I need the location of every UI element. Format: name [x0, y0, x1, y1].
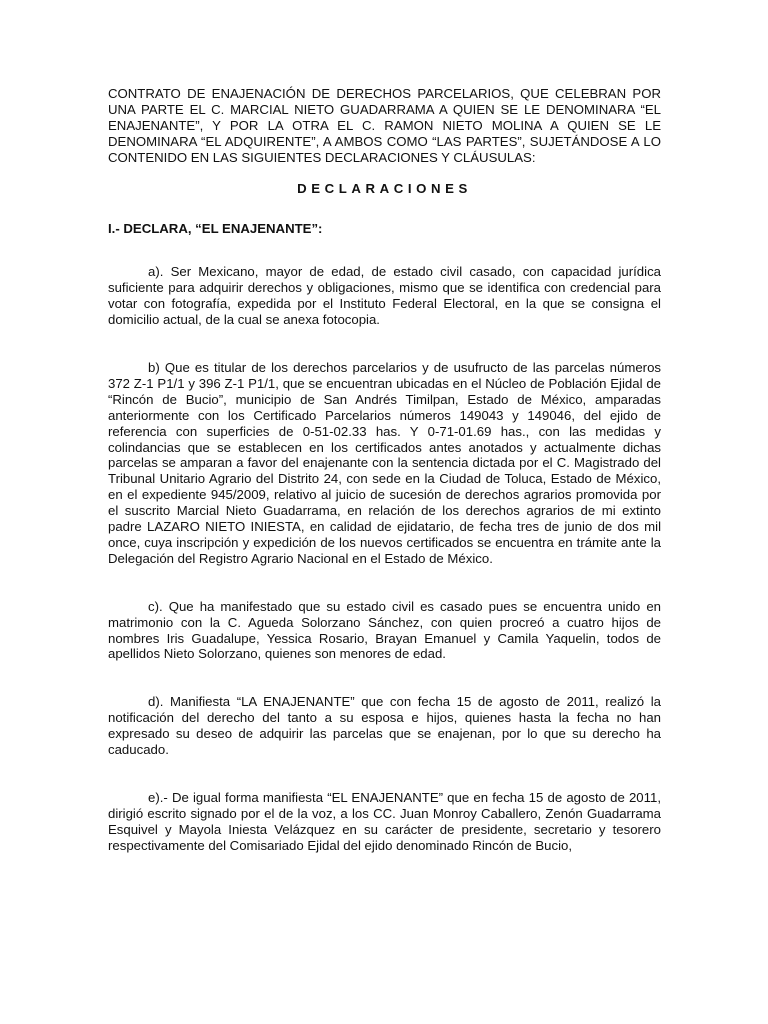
paragraph-b: b) Que es titular de los derechos parcelarios y de usufructo de las parcelas números 372 Z-1 P1/1 y 396 Z-1 P1/1, que se encuentran ubicadas en el Núcleo de Población Ejidal de “Rincón de Bucio”, municipio de San Andrés Timilpan, Estado de México, amparadas anteriormente con los Certificado Parcelarios números 149043 y 149046, del ejido de referencia con superficies de 0-51-02.33 has. Y 0-71-01.69 has., con las medidas y colindancias que se establecen en los certificados antes anotados y actualmente dichas parcelas se amparan a favor del enajenante con la sentencia dictada por el C. Magistrado del Tribunal Unitario Agrario del Distrito 24, con sede en la Ciudad de Toluca, Estado de México, en el expediente 945/2009, relativo al juicio de sucesión de derechos agrarios promovida por el suscrito Marcial Nieto Guadarrama, en relación de los derechos agrarios de mi extinto padre LAZARO NIETO INIESTA, en calidad de ejidatario, de fecha tres de junio de dos mil once, cuya inscripción y expedición de los nuevos certificados se encuentra en trámite ante la Delegación del Registro Agrario Nacional en el Estado de México.: [108, 359, 661, 566]
subheading-declara-enajenante: I.- DECLARA, “EL ENAJENANTE”:: [108, 221, 323, 237]
section-heading-declaraciones: DECLARACIONES: [297, 180, 472, 196]
contract-intro: CONTRATO DE ENAJENACIÓN DE DERECHOS PARCELARIOS, QUE CELEBRAN POR UNA PARTE EL C. MARCIAL NIETO GUADARRAMA A QUIEN SE LE DENOMINARA “EL ENAJENANTE”, Y POR LA OTRA EL C. RAMON NIETO MOLINA A QUIEN SE LE DENOMINARA “EL ADQUIRENTE”, A AMBOS COMO “LAS PARTES”, SUJETÁNDOSE A LO CONTENIDO EN LAS SIGUIENTES DECLARACIONES Y CLÁUSULAS:: [108, 86, 661, 165]
document-body: [108, 86, 661, 854]
paragraph-d: d). Manifiesta “LA ENAJENANTE” que con fecha 15 de agosto de 2011, realizó la notificación del derecho del tanto a su esposa e hijos, quienes hasta la fecha no han expresado su deseo de adquirir las parcelas que se enajenan, por lo que su derecho ha caducado.: [108, 694, 661, 758]
paragraph-c: c). Que ha manifestado que su estado civil es casado pues se encuentra unido en matrimonio con la C. Agueda Solorzano Sánchez, con quien procreó a cuatro hijos de nombres Iris Guadalupe, Yessica Rosario, Brayan Emanuel y Camila Yaquelin, todos de apellidos Nieto Solorzano, quienes son menores de edad.: [108, 598, 661, 662]
paragraph-a: a). Ser Mexicano, mayor de edad, de estado civil casado, con capacidad jurídica suficiente para adquirir derechos y obligaciones, mismo que se identifica con credencial para votar con fotografía, expedida por el Instituto Federal Electoral, en la que se consigna el domicilio actual, de la cual se anexa fotocopia.: [108, 264, 661, 328]
paragraph-e: e).- De igual forma manifiesta “EL ENAJENANTE” que en fecha 15 de agosto de 2011, dirigió escrito signado por el de la voz, a los CC. Juan Monroy Caballero, Zenón Guadarrama Esquivel y Mayola Iniesta Velázquez en su carácter de presidente, secretario y tesorero respectivamente del Comisariado Ejidal del ejido denominado Rincón de Bucio,: [108, 790, 661, 853]
